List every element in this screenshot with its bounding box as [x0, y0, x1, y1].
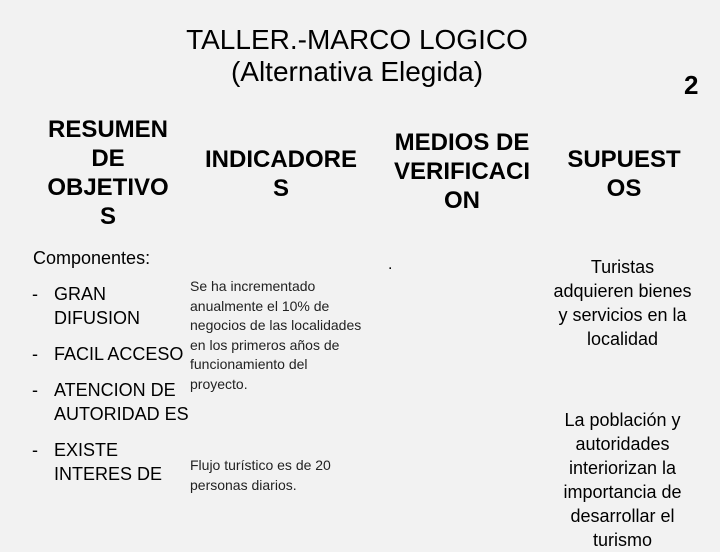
indicador-text-1: Se ha incrementado anualmente el 10% de negocios de las localidades en los primeros años de funcionamiento del proyecto.: [190, 278, 362, 392]
list-dash: -: [32, 440, 38, 460]
header-resumen-line: OBJETIVO: [47, 174, 169, 201]
list-dash: -: [32, 344, 38, 364]
componente-item: [32, 438, 192, 486]
componente-item: [32, 378, 192, 426]
header-medios-line: ON: [444, 187, 480, 214]
header-resumen-line: RESUMEN: [47, 116, 168, 143]
supuesto-text-1: Turistas adquieren bienes y servicios en la localidad: [553, 257, 692, 349]
componente-text: EXISTE INTERES DE: [54, 440, 163, 484]
componente-text: ATENCION DE AUTORIDAD ES: [54, 380, 189, 424]
header-resumen-objetivos: [28, 115, 188, 231]
indicador-text-2: Flujo turístico es de 20 personas diarios.: [190, 457, 331, 493]
header-supuestos-line: SUPUEST: [567, 146, 681, 173]
header-indicadores-line: S: [272, 175, 289, 202]
header-indicadores-line: INDICADORE: [204, 146, 357, 173]
supuesto-text-2: La población y autoridades interiorizan la importancia de desarrollar el turismo: [563, 410, 682, 550]
componente-item: [32, 282, 192, 330]
header-resumen-line: S: [99, 203, 116, 230]
header-medios-line: MEDIOS DE: [394, 129, 530, 156]
header-resumen-line: DE: [91, 145, 125, 172]
title-line-2: (Alternativa Elegida): [230, 56, 484, 87]
list-dash: -: [32, 284, 38, 304]
componentes-label: Componentes:: [33, 248, 151, 268]
list-dash: -: [32, 380, 38, 400]
header-supuestos: [560, 145, 688, 203]
componente-text: FACIL ACCESO: [54, 344, 184, 364]
title-line-1: TALLER.-MARCO LOGICO: [186, 24, 528, 55]
medios-verificacion-text: .: [388, 256, 393, 273]
componente-item: [32, 342, 192, 366]
header-medios-verificacion: [383, 128, 541, 215]
componente-text: GRAN DIFUSION: [54, 284, 141, 328]
page-number: 2: [684, 70, 699, 100]
header-supuestos-line: OS: [606, 175, 642, 202]
header-medios-line: VERIFICACI: [393, 158, 530, 185]
header-indicadores: [195, 145, 367, 203]
slide-title: [0, 24, 714, 88]
componentes-list: [32, 282, 192, 498]
